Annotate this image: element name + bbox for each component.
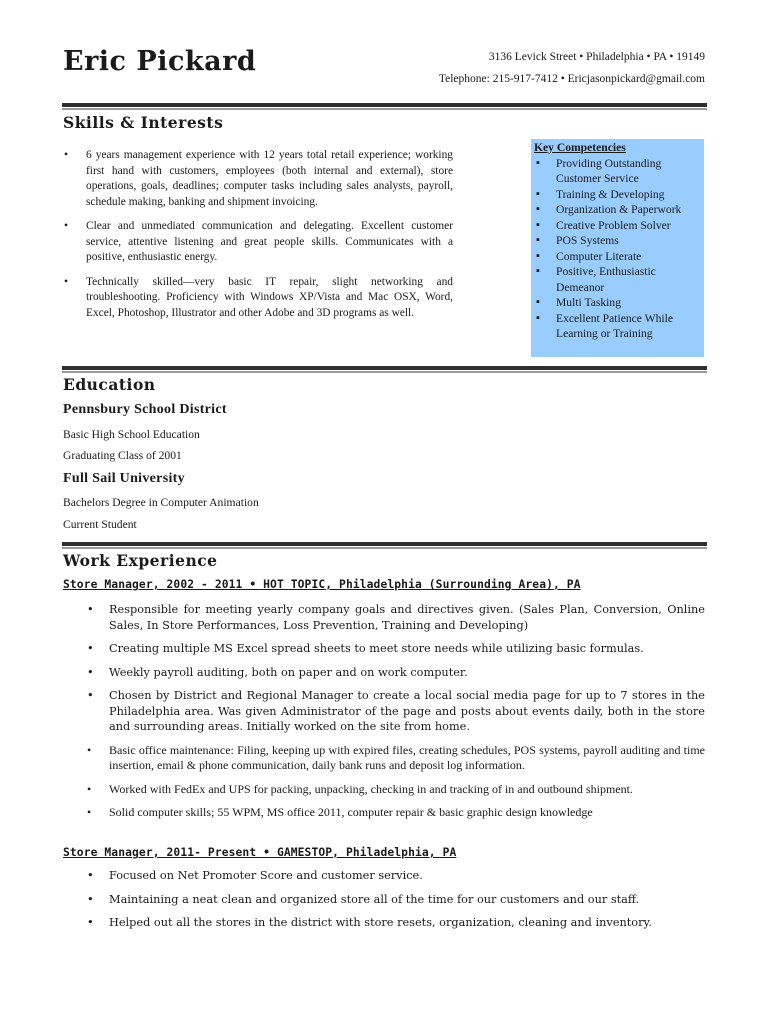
key-competencies-title: Key Competencies: [534, 141, 626, 154]
job-duty-item: • Helped out all the stores in the district with store resets, organization, cleaning and inventory.: [86, 915, 705, 931]
job-duty-item: • Solid computer skills; 55 WPM, MS office 2011, computer repair & basic graphic design knowledge: [86, 805, 705, 821]
school-detail: Current Student: [63, 518, 137, 531]
job-title: Store Manager, 2011- Present • GAMESTOP, Philadelphia, PA: [63, 846, 457, 859]
competency-item: ▪ Computer Literate: [531, 249, 704, 265]
job-duty-item: • Responsible for meeting yearly company goals and directives given. (Sales Plan, Conversion, Online Sales, In Store Performances, Loss Prevention, Training and Developing): [86, 602, 705, 633]
competency-item: ▪ Excellent Patience While Learning or Training: [531, 311, 704, 342]
section-divider-thick: [62, 103, 707, 107]
competency-item: ▪ Providing Outstanding Customer Service: [531, 156, 704, 187]
education-heading: Education: [63, 375, 156, 394]
address-line: 3136 Levick Street • Philadelphia • PA • 19149: [488, 51, 705, 63]
job-duty-item: • Creating multiple MS Excel spread sheets to meet store needs while utilizing basic formulas.: [86, 641, 705, 657]
key-competencies-list: [531, 156, 704, 342]
section-divider-thick: [62, 366, 707, 370]
skills-item: • Clear and unmediated communication and delegating. Excellent customer service, attentive listening and great people skills. Communicates with a positive, enthusiastic energy.: [63, 219, 453, 266]
school-detail: Basic High School Education: [63, 428, 200, 441]
school-name: Pennsbury School District: [63, 402, 227, 417]
skills-heading: Skills & Interests: [63, 113, 224, 132]
competency-item: ▪ POS Systems: [531, 233, 704, 249]
competency-item: ▪ Training & Developing: [531, 187, 704, 203]
competency-item: ▪ Positive, Enthusiastic Demeanor: [531, 264, 704, 295]
section-divider-thin: [62, 108, 707, 110]
key-competencies-box: [531, 139, 704, 357]
competency-item: ▪ Creative Problem Solver: [531, 218, 704, 234]
candidate-name: Eric Pickard: [63, 46, 257, 77]
skills-list: [63, 148, 453, 330]
job-duty-item: • Chosen by District and Regional Manager to create a local social media page for up to 7 stores in the Philadelphia area. Was given Administrator of the page and posts about events daily, both in the store and surrounding areas. Initially worked on the site from home.: [86, 688, 705, 735]
contact-info: [439, 46, 705, 90]
job-duty-item: • Worked with FedEx and UPS for packing, unpacking, checking in and tracking of in and outbound shipment.: [86, 782, 705, 798]
school-detail: Bachelors Degree in Computer Animation: [63, 496, 259, 509]
job-duty-item: • Basic office maintenance: Filing, keeping up with expired files, creating schedules, POS systems, payroll auditing and time insertion, email & phone communication, daily bank runs and deposit log information.: [86, 743, 705, 774]
skills-item: • 6 years management experience with 12 years total retail experience; working first hand with customers, employees (both internal and external), store operations, goals, deadlines; computer tasks including sales analysts, payroll, schedule making, banking and shipment invoicing.: [63, 148, 453, 210]
job-duty-item: • Weekly payroll auditing, both on paper and on work computer.: [86, 665, 705, 681]
job-duty-item: • Focused on Net Promoter Score and customer service.: [86, 868, 705, 884]
work-experience-heading: Work Experience: [63, 551, 218, 570]
competency-item: ▪ Multi Tasking: [531, 295, 704, 311]
job-duty-item: • Maintaining a neat clean and organized store all of the time for our customers and our staff.: [86, 892, 705, 908]
school-name: Full Sail University: [63, 471, 185, 486]
job-title: Store Manager, 2002 - 2011 • HOT TOPIC, Philadelphia (Surrounding Area), PA: [63, 578, 581, 591]
section-divider-thin: [62, 547, 707, 549]
section-divider-thick: [62, 542, 707, 546]
job-duties-list: [86, 602, 705, 829]
job-duties-list: [86, 868, 705, 939]
phone-email-line: Telephone: 215-917-7412 • Ericjasonpickard@gmail.com: [438, 73, 705, 85]
competency-item: ▪ Organization & Paperwork: [531, 202, 704, 218]
skills-item: • Technically skilled—very basic IT repair, slight networking and troubleshooting. Proficiency with Windows XP/Vista and Mac OSX, Word, Excel, Photoshop, Illustrator and other Adobe and 3D programs as well.: [63, 275, 453, 322]
section-divider-thin: [62, 371, 707, 373]
school-detail: Graduating Class of 2001: [63, 449, 182, 462]
